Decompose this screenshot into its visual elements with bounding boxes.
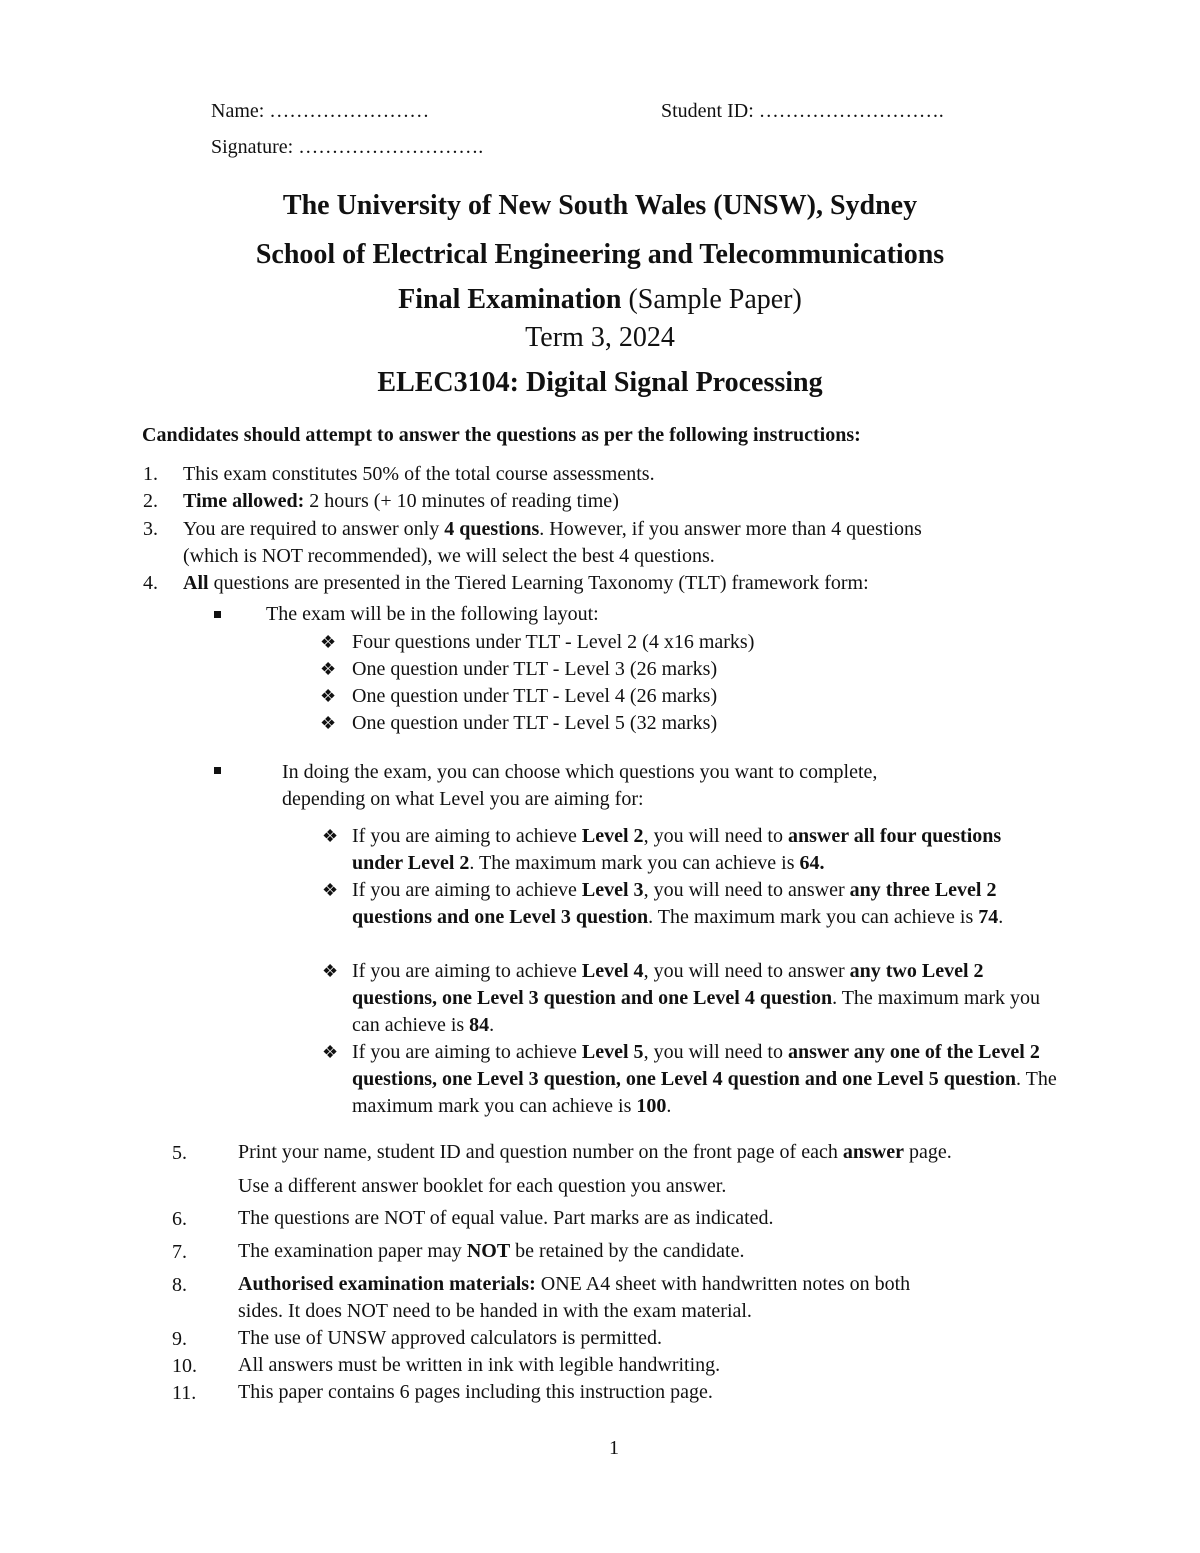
aim-2-b: Level 2 (581, 825, 644, 847)
aim-4-g: . (489, 1014, 495, 1036)
item-number: 6. (172, 1208, 187, 1230)
layout-item: One question under TLT - Level 4 (26 marks) (352, 685, 718, 707)
item-11-text: This paper contains 6 pages including this instruction page. (238, 1381, 713, 1403)
name-field: Name: …………………… (211, 100, 430, 122)
item-8-line2: sides. It does NOT need to be handed in with the exam material. (238, 1300, 752, 1322)
item-8-rest: ONE A4 sheet with handwritten notes on both (535, 1273, 911, 1295)
layout-intro: The exam will be in the following layout: (266, 603, 599, 625)
aim-level-2 (352, 823, 1052, 877)
page-number: 1 (609, 1437, 619, 1459)
exam-title-note: (Sample Paper) (621, 284, 802, 315)
diamond-bullet-icon: ❖ (322, 1042, 339, 1062)
layout-item: Four questions under TLT - Level 2 (4 x16 marks) (352, 631, 755, 653)
aim-3-d: any three Level 2 questions and one Level 3 question (352, 879, 997, 928)
item-2-text (183, 488, 1083, 515)
item-7-post: be retained by the candidate. (510, 1240, 745, 1262)
item-number: 11. (172, 1382, 197, 1404)
aim-level-5 (352, 1039, 1057, 1120)
item-4-bold: All (183, 572, 209, 594)
exam-title (0, 284, 1200, 316)
aim-3-a: If you are aiming to achieve (352, 879, 582, 901)
term-title: Term 3, 2024 (525, 322, 675, 353)
aim-3-f: 74 (978, 906, 999, 928)
aim-4-c: , you will need to answer (643, 960, 850, 982)
diamond-bullet-icon: ❖ (320, 659, 337, 679)
item-number: 1. (143, 463, 158, 485)
item-5-text (238, 1139, 1138, 1166)
item-5-line2: Use a different answer booklet for each question you answer. (238, 1175, 727, 1197)
item-number: 3. (143, 518, 158, 540)
item-3-pre: You are required to answer only (183, 518, 445, 540)
aim-level-3 (352, 877, 1067, 931)
aim-4-e: . The maximum mark you can achieve is (352, 987, 1041, 1036)
aim-2-c: , you will need to (643, 825, 788, 847)
square-bullet-icon (214, 611, 221, 618)
aim-5-g: . (666, 1095, 672, 1117)
aim-4-f: 84 (469, 1014, 490, 1036)
aim-2-e: . The maximum mark you can achieve is (469, 852, 800, 874)
choose-intro-line2: depending on what Level you are aiming for: (282, 788, 644, 810)
item-number: 8. (172, 1274, 187, 1296)
item-number: 4. (143, 572, 158, 594)
item-6-text: The questions are NOT of equal value. Part marks are as indicated. (238, 1207, 774, 1229)
item-1-text: This exam constitutes 50% of the total course assessments. (183, 463, 655, 485)
layout-item: One question under TLT - Level 5 (32 marks) (352, 712, 718, 734)
item-7-text (238, 1238, 1138, 1265)
aim-3-g: . (998, 906, 1004, 928)
item-5-pre: Print your name, student ID and question number on the front page of each (238, 1141, 843, 1163)
item-5-post: page. (903, 1141, 952, 1163)
aim-4-d: any two Level 2 questions, one Level 3 question and one Level 4 question (352, 960, 984, 1009)
aim-3-c: , you will need to answer (643, 879, 850, 901)
diamond-bullet-icon: ❖ (322, 826, 339, 846)
aim-5-d: answer any one of the Level 2 questions, one Level 3 question, one Level 4 question and one Level 5 question (352, 1041, 1040, 1090)
diamond-bullet-icon: ❖ (320, 713, 337, 733)
item-2-bold: Time allowed: (183, 490, 305, 512)
exam-title-bold: Final Examination (398, 284, 622, 315)
aim-5-c: , you will need to (643, 1041, 788, 1063)
item-3-post: . However, if you answer more than 4 questions (539, 518, 922, 540)
item-number: 5. (172, 1142, 187, 1164)
diamond-bullet-icon: ❖ (320, 686, 337, 706)
item-9-text: The use of UNSW approved calculators is permitted. (238, 1327, 662, 1349)
university-title: The University of New South Wales (UNSW), Sydney (282, 190, 918, 221)
aim-2-a: If you are aiming to achieve (352, 825, 582, 847)
diamond-bullet-icon: ❖ (322, 880, 339, 900)
aim-4-b: Level 4 (581, 960, 644, 982)
signature-field: Signature: ………………………. (211, 136, 484, 158)
item-3-text (183, 516, 1103, 543)
aim-2-f: 64. (799, 852, 825, 874)
item-5-bold: answer (842, 1141, 904, 1163)
diamond-bullet-icon: ❖ (322, 961, 339, 981)
item-10-text: All answers must be written in ink with legible handwriting. (238, 1354, 721, 1376)
choose-intro-line1: In doing the exam, you can choose which questions you want to complete, (282, 761, 878, 783)
item-4-text (183, 570, 1103, 597)
item-8-text (238, 1271, 1138, 1298)
school-title: School of Electrical Engineering and Telecommunications (255, 239, 945, 270)
aim-2-d: answer all four questions under Level 2 (352, 825, 1002, 874)
item-number: 10. (172, 1355, 197, 1377)
item-8-bold: Authorised examination materials: (238, 1273, 536, 1295)
aim-level-4 (352, 958, 1057, 1039)
student-id-field: Student ID: ………………………. (661, 100, 944, 122)
item-3-line2: (which is NOT recommended), we will select the best 4 questions. (183, 545, 715, 567)
item-number: 2. (143, 490, 158, 512)
item-7-bold: NOT (466, 1240, 511, 1262)
item-4-rest: questions are presented in the Tiered Learning Taxonomy (TLT) framework form: (208, 572, 869, 594)
aim-5-a: If you are aiming to achieve (352, 1041, 582, 1063)
aim-5-e: . The maximum mark you can achieve is (352, 1068, 1057, 1117)
item-3-bold: 4 questions (444, 518, 540, 540)
aim-3-b: Level 3 (581, 879, 644, 901)
aim-4-a: If you are aiming to achieve (352, 960, 582, 982)
aim-3-e: . The maximum mark you can achieve is (648, 906, 979, 928)
aim-5-f: 100 (636, 1095, 667, 1117)
item-2-rest: 2 hours (+ 10 minutes of reading time) (304, 490, 619, 512)
item-number: 7. (172, 1241, 187, 1263)
layout-item: One question under TLT - Level 3 (26 marks) (352, 658, 718, 680)
diamond-bullet-icon: ❖ (320, 632, 337, 652)
course-title: ELEC3104: Digital Signal Processing (377, 367, 823, 398)
instructions-heading: Candidates should attempt to answer the questions as per the following instructions: (142, 424, 861, 446)
square-bullet-icon (214, 767, 221, 774)
item-7-pre: The examination paper may (238, 1240, 467, 1262)
item-number: 9. (172, 1328, 187, 1350)
aim-5-b: Level 5 (581, 1041, 644, 1063)
